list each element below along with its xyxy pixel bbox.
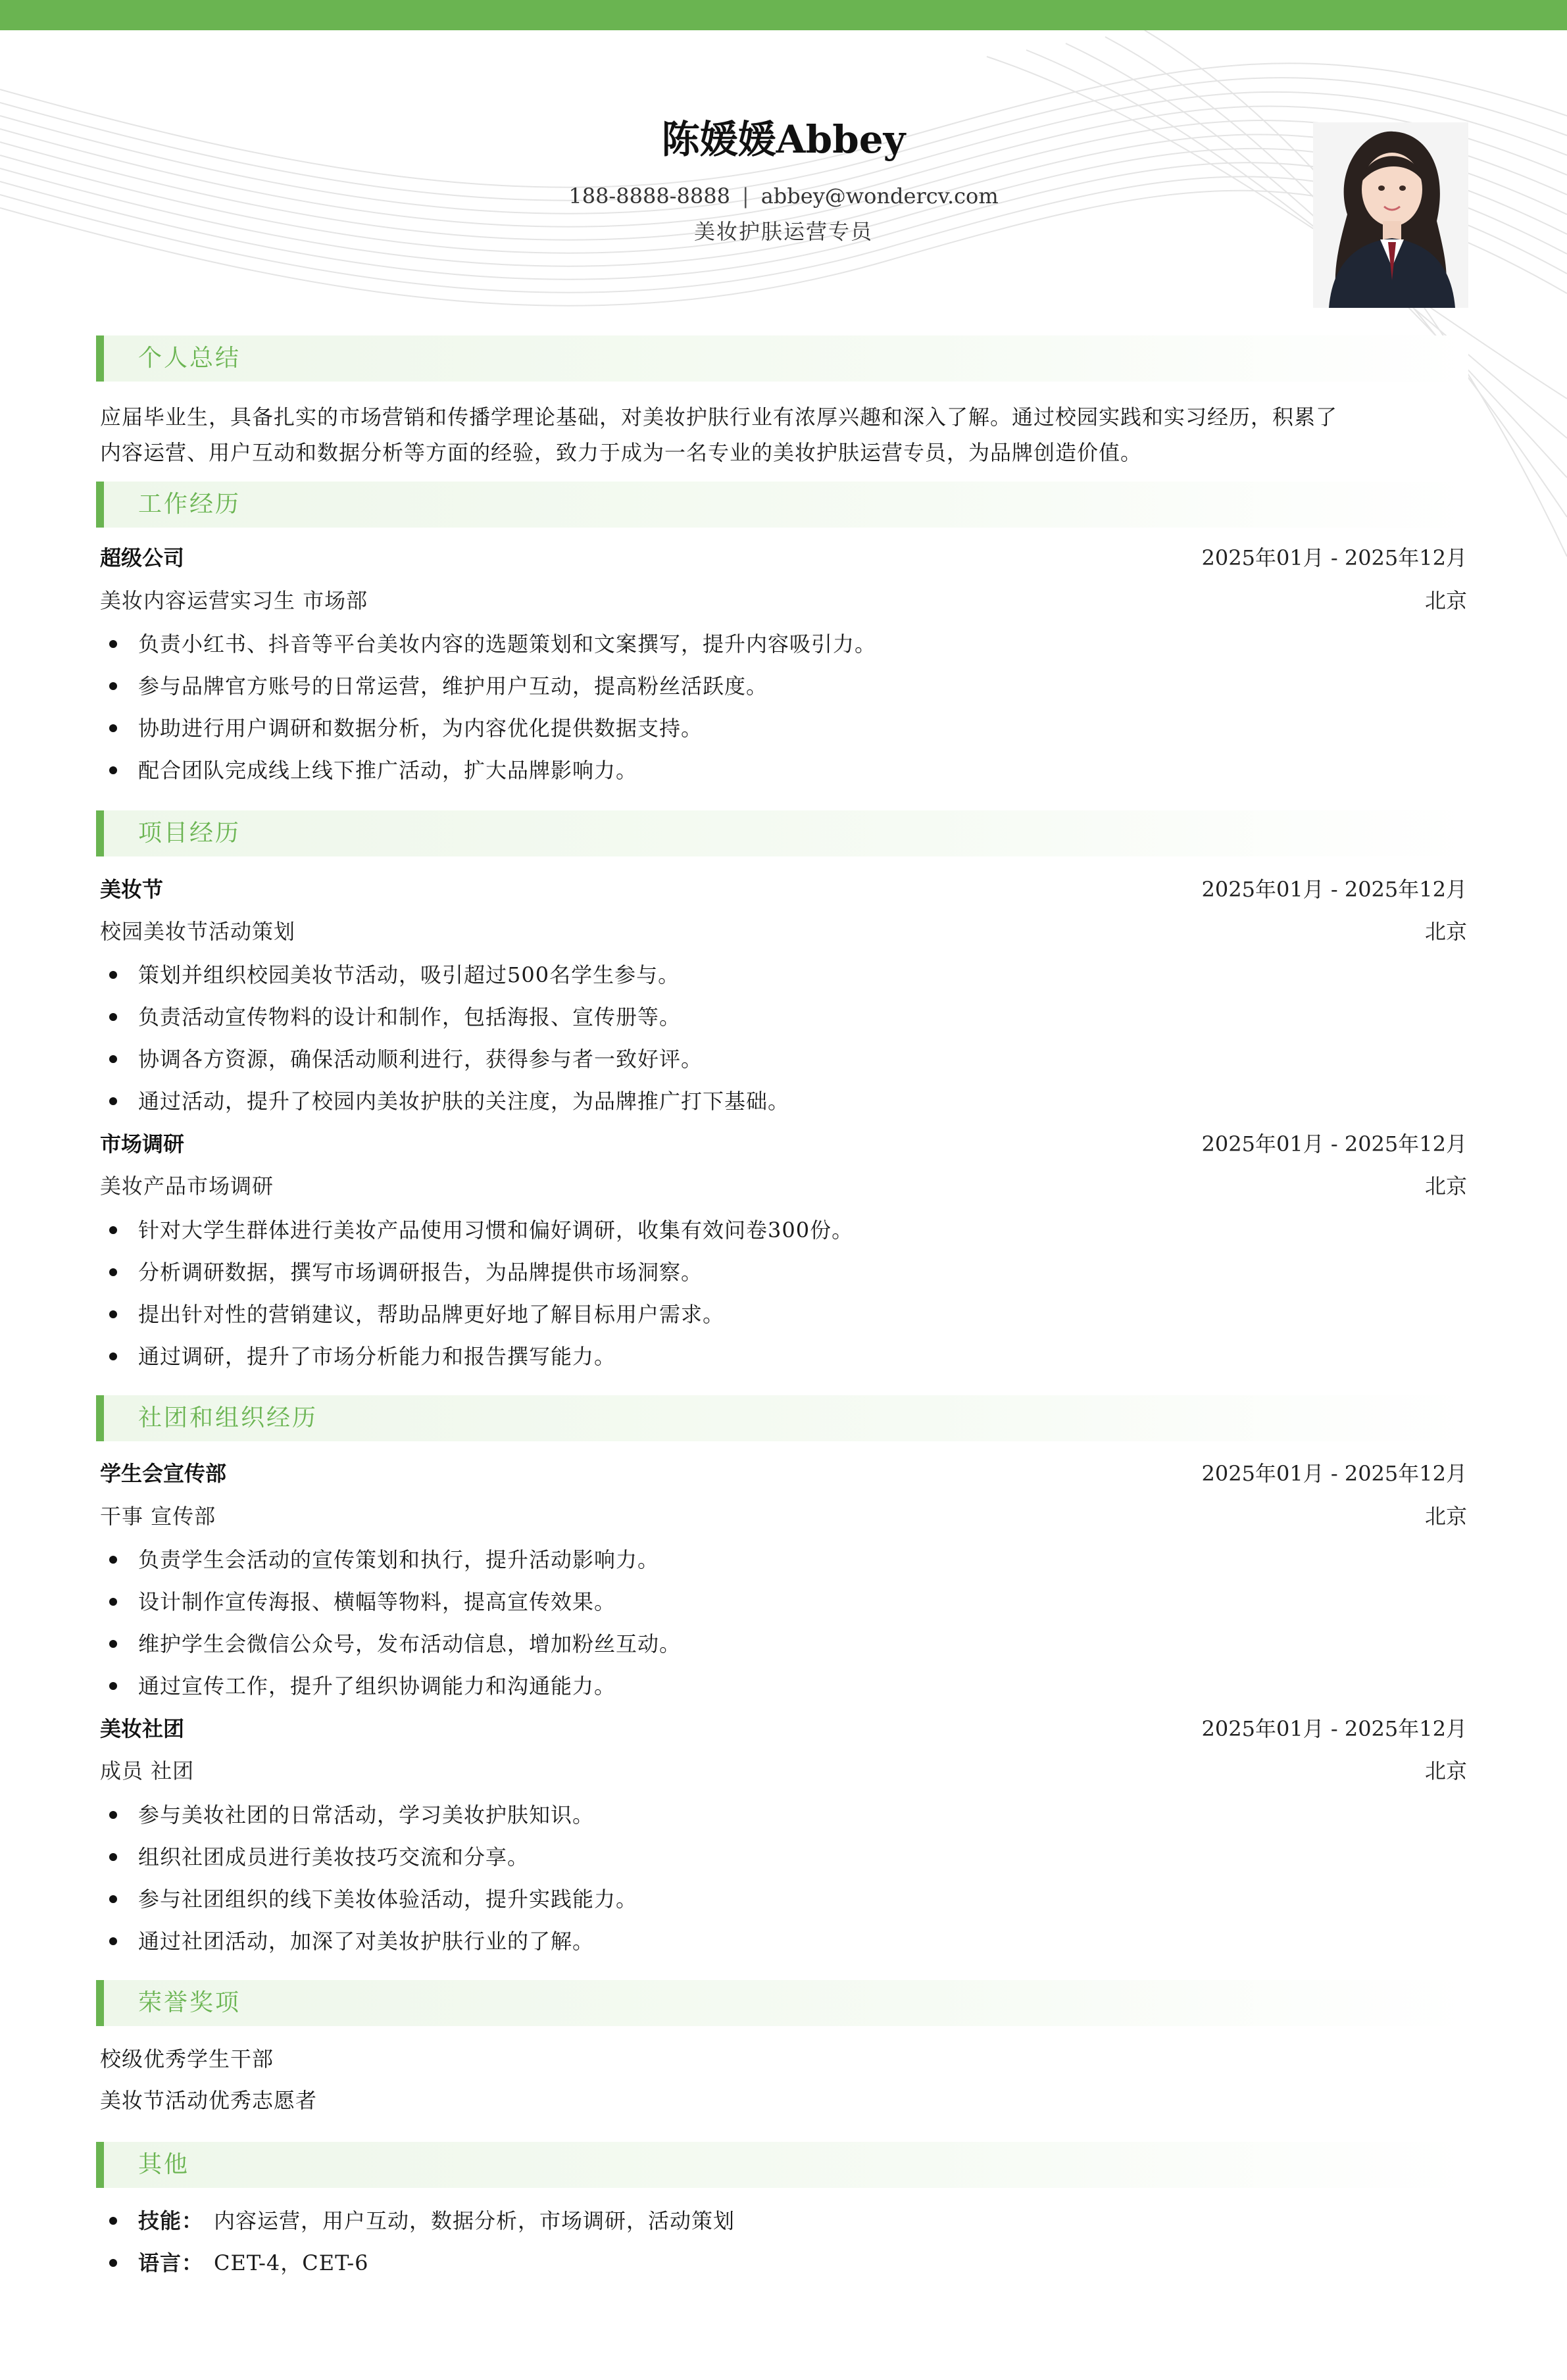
list-item <box>100 996 1468 1038</box>
job-target: 美妆护肤运营专员 <box>693 219 873 244</box>
bullet-text: 参与社团组织的线下美妆体验活动，提升实践能力。 <box>138 1887 638 1912</box>
bullet-text: 负责小红书、抖音等平台美妆内容的选题策划和文案撰写，提升内容吸引力。 <box>138 632 877 657</box>
list-item <box>100 2242 1468 2284</box>
skill-label: 技能： <box>138 2208 204 2233</box>
list-item <box>100 1794 1468 1836</box>
list-item <box>100 623 1468 665</box>
list-item <box>100 1581 1468 1623</box>
bullet-text: 参与品牌官方账号的日常运营，维护用户互动，提高粉丝活跃度。 <box>138 674 768 699</box>
bullet-dot-icon <box>109 1013 117 1021</box>
profile-photo <box>1313 122 1468 308</box>
bullet-text: 负责学生会活动的宣传策划和执行，提升活动影响力。 <box>138 1547 660 1572</box>
bullet-dot-icon <box>109 1853 117 1861</box>
other-bullet-list <box>100 2200 1468 2284</box>
entry-date-range: 2025年01月 - 2025年12月 <box>1201 545 1467 570</box>
entry-organization: 美妆社团 <box>100 1716 185 1741</box>
entry-role: 干事 宣传部 <box>100 1504 216 1529</box>
top-accent-bar <box>0 0 1567 30</box>
section-accent-bar <box>96 335 104 382</box>
section-header-projects <box>96 810 1468 856</box>
entry-organization: 美妆节 <box>100 877 164 902</box>
list-item <box>100 1836 1468 1878</box>
section-accent-bar <box>96 1980 104 2026</box>
bullet-dot-icon <box>109 1055 117 1063</box>
list-item <box>100 1080 1468 1122</box>
bullet-text: 维护学生会微信公众号，发布活动信息，增加粉丝互动。 <box>138 1631 682 1656</box>
bullet-dot-icon <box>109 1895 117 1903</box>
bullet-text: 参与美妆社团的日常活动，学习美妆护肤知识。 <box>138 1802 595 1827</box>
bullet-text: 通过宣传工作，提升了组织协调能力和沟通能力。 <box>138 1673 616 1698</box>
bullet-dot-icon <box>109 1097 117 1105</box>
list-item <box>100 665 1468 707</box>
language-label: 语言： <box>138 2250 204 2275</box>
phone-number: 188-8888-8888 <box>568 184 730 209</box>
entry-location: 北京 <box>1424 1174 1467 1199</box>
entry-role: 美妆产品市场调研 <box>100 1174 274 1199</box>
bullet-dot-icon <box>109 724 117 732</box>
entry-location: 北京 <box>1424 1758 1467 1783</box>
list-item <box>100 1209 1468 1251</box>
entry-role: 成员 社团 <box>100 1758 195 1783</box>
entry-organization: 市场调研 <box>100 1131 185 1156</box>
bullet-text: 负责活动宣传物料的设计和制作，包括海报、宣传册等。 <box>138 1004 682 1029</box>
summary-line: 应届毕业生，具备扎实的市场营销和传播学理论基础，对美妆护肤行业有浓厚兴趣和深入了解。通过校园实践和实习经历，积累了 <box>100 405 1338 430</box>
bullet-text: 分析调研数据，撰写市场调研报告，为品牌提供市场洞察。 <box>138 1260 703 1285</box>
bullet-dot-icon <box>109 971 117 979</box>
bullet-dot-icon <box>109 682 117 690</box>
section-accent-bar <box>96 2142 104 2188</box>
bullet-dot-icon <box>109 2259 117 2267</box>
bullet-text: 通过社团活动，加深了对美妆护肤行业的了解。 <box>138 1929 595 1954</box>
entry-role: 美妆内容运营实习生 市场部 <box>100 588 368 613</box>
list-item <box>100 954 1468 996</box>
entry-organization: 超级公司 <box>100 545 185 570</box>
bullet-dot-icon <box>109 1226 117 1234</box>
section-accent-bar <box>96 482 104 528</box>
entry-organization: 学生会宣传部 <box>100 1461 227 1486</box>
section-title: 项目经历 <box>138 820 241 847</box>
entry-date-range: 2025年01月 - 2025年12月 <box>1201 1461 1467 1486</box>
bullet-dot-icon <box>109 1640 117 1648</box>
honor-item: 美妆节活动优秀志愿者 <box>100 2088 318 2113</box>
entry-date-range: 2025年01月 - 2025年12月 <box>1201 877 1467 902</box>
bullet-dot-icon <box>109 1352 117 1360</box>
bullet-dot-icon <box>109 640 117 648</box>
skill-value: 内容运营，用户互动，数据分析，市场调研，活动策划 <box>214 2208 735 2233</box>
entry-bullet-list <box>100 1209 1468 1377</box>
list-item <box>100 1293 1468 1335</box>
bullet-dot-icon <box>109 1556 117 1564</box>
entry-location: 北京 <box>1424 588 1467 613</box>
bullet-text: 设计制作宣传海报、横幅等物料，提高宣传效果。 <box>138 1589 616 1614</box>
list-item <box>100 1539 1468 1581</box>
bullet-dot-icon <box>109 1937 117 1945</box>
email-address: abbey@wondercv.com <box>760 184 999 209</box>
entry-bullet-list <box>100 623 1468 791</box>
list-item <box>100 1878 1468 1920</box>
bullet-text: 协助进行用户调研和数据分析，为内容优化提供数据支持。 <box>138 716 703 741</box>
bullet-dot-icon <box>109 2217 117 2225</box>
section-accent-bar <box>96 810 104 856</box>
list-item <box>100 2200 1468 2242</box>
bullet-text: 通过调研，提升了市场分析能力和报告撰写能力。 <box>138 1344 616 1369</box>
section-title: 工作经历 <box>138 491 241 518</box>
bullet-dot-icon <box>109 1268 117 1276</box>
bullet-dot-icon <box>109 1811 117 1819</box>
section-header-other <box>96 2142 1468 2188</box>
entry-location: 北京 <box>1424 919 1467 944</box>
entry-role: 校园美妆节活动策划 <box>100 919 296 944</box>
candidate-name: 陈媛媛Abbey <box>661 117 906 162</box>
list-item <box>100 1251 1468 1293</box>
list-item <box>100 707 1468 749</box>
list-item <box>100 1038 1468 1080</box>
honor-item: 校级优秀学生干部 <box>100 2046 274 2071</box>
list-item <box>100 749 1468 791</box>
summary-line: 内容运营、用户互动和数据分析等方面的经验，致力于成为一名专业的美妆护肤运营专员，为品牌创造价值。 <box>100 440 1143 465</box>
entry-bullet-list <box>100 1794 1468 1962</box>
bullet-text: 针对大学生群体进行美妆产品使用习惯和偏好调研，收集有效问卷300份。 <box>138 1218 854 1243</box>
bullet-dot-icon <box>109 766 117 774</box>
bullet-text: 组织社团成员进行美妆技巧交流和分享。 <box>138 1845 530 1870</box>
list-item <box>100 1920 1468 1962</box>
bullet-dot-icon <box>109 1598 117 1606</box>
list-item <box>100 1623 1468 1665</box>
entry-date-range: 2025年01月 - 2025年12月 <box>1201 1716 1467 1741</box>
bullet-dot-icon <box>109 1310 117 1318</box>
summary-paragraph <box>100 399 1468 470</box>
entry-bullet-list <box>100 954 1468 1122</box>
section-accent-bar <box>96 1395 104 1441</box>
section-title: 社团和组织经历 <box>138 1404 318 1431</box>
section-header-honors <box>96 1980 1468 2026</box>
section-header-work <box>96 482 1468 528</box>
section-title: 其他 <box>138 2151 190 2178</box>
bullet-dot-icon <box>109 1682 117 1690</box>
section-title: 个人总结 <box>138 345 241 372</box>
bullet-text: 策划并组织校园美妆节活动，吸引超过500名学生参与。 <box>138 962 680 987</box>
avatar-illustration <box>1313 122 1468 308</box>
bullet-text: 配合团队完成线上线下推广活动，扩大品牌影响力。 <box>138 758 638 783</box>
entry-bullet-list <box>100 1539 1468 1707</box>
bullet-text: 提出针对性的营销建议，帮助品牌更好地了解目标用户需求。 <box>138 1302 725 1327</box>
entry-date-range: 2025年01月 - 2025年12月 <box>1201 1131 1467 1156</box>
section-header-summary <box>96 335 1468 382</box>
entry-location: 北京 <box>1424 1504 1467 1529</box>
language-value: CET-4，CET-6 <box>214 2250 369 2275</box>
section-header-clubs <box>96 1395 1468 1441</box>
bullet-text: 通过活动，提升了校园内美妆护肤的关注度，为品牌推广打下基础。 <box>138 1089 790 1114</box>
contact-separator: | <box>741 184 749 209</box>
bullet-text: 协调各方资源，确保活动顺利进行，获得参与者一致好评。 <box>138 1047 703 1072</box>
section-title: 荣誉奖项 <box>138 1989 241 2016</box>
list-item <box>100 1665 1468 1707</box>
list-item <box>100 1335 1468 1377</box>
